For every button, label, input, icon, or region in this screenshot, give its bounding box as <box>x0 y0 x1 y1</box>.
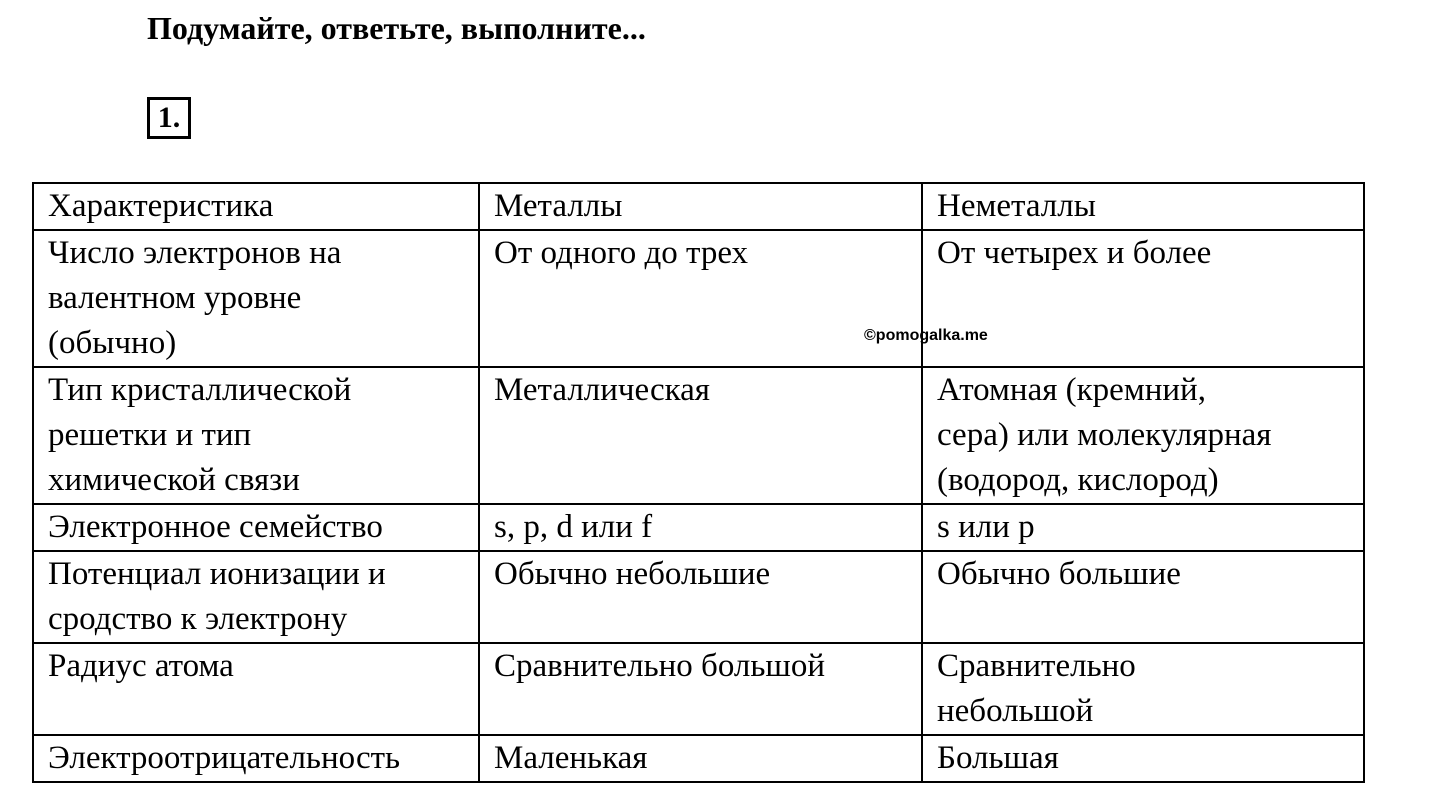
table-cell <box>33 367 479 504</box>
cell-text: Число электронов на валентном уровне (обычно) <box>48 235 342 361</box>
table-cell <box>479 551 922 643</box>
table-cell <box>922 367 1364 504</box>
cell-text: Тип кристаллической решетки и тип химической связи <box>48 372 352 498</box>
cell-text: От одного до трех <box>494 235 749 271</box>
page-heading: Подумайте, ответьте, выполните... <box>147 10 646 46</box>
table-cell <box>922 643 1364 735</box>
cell-text: s или p <box>937 509 1035 545</box>
cell-text: Большая <box>937 740 1059 776</box>
cell-text: Сравнительно большой <box>494 648 825 684</box>
table-cell <box>479 367 922 504</box>
header-metals: Металлы <box>494 188 623 224</box>
table-cell <box>922 230 1364 367</box>
table-header-row <box>33 183 1364 230</box>
cell-text: От четырех и более <box>937 235 1212 271</box>
cell-text: Металлическая <box>494 372 710 408</box>
header-cell <box>479 183 922 230</box>
table-cell <box>922 735 1364 782</box>
cell-text: Электронное семейство <box>48 509 383 545</box>
task-number-box: 1. <box>147 97 191 139</box>
header-nonmetals: Неметаллы <box>937 188 1096 224</box>
table-cell <box>33 643 479 735</box>
cell-text: Сравнительно небольшой <box>937 648 1136 729</box>
header-cell <box>922 183 1364 230</box>
cell-text: s, p, d или f <box>494 509 653 545</box>
cell-text: Обычно большие <box>937 556 1181 592</box>
cell-text: Потенциал ионизации и сродство к электрону <box>48 556 386 637</box>
table-cell <box>922 551 1364 643</box>
table-row <box>33 504 1364 551</box>
cell-text: Маленькая <box>494 740 648 776</box>
table-cell <box>33 504 479 551</box>
table-row <box>33 367 1364 504</box>
table-cell <box>479 230 922 367</box>
cell-text: Атомная (кремний, сера) или молекулярная (водород, кислород) <box>937 372 1272 498</box>
table-row <box>33 230 1364 367</box>
cell-text: Обычно небольшие <box>494 556 771 592</box>
table-cell <box>922 504 1364 551</box>
table-cell <box>33 230 479 367</box>
header-characteristic: Характеристика <box>48 188 274 224</box>
watermark-text: ©pomogalka.me <box>864 327 988 344</box>
table-cell <box>33 735 479 782</box>
table-cell <box>479 643 922 735</box>
comparison-table <box>32 182 1365 783</box>
cell-text: Электроотрицательность <box>48 740 401 776</box>
header-cell <box>33 183 479 230</box>
table-cell <box>479 735 922 782</box>
table-cell <box>479 504 922 551</box>
table-row <box>33 643 1364 735</box>
cell-text: Радиус атома <box>48 648 234 684</box>
table-row <box>33 735 1364 782</box>
table-row <box>33 551 1364 643</box>
table-cell <box>33 551 479 643</box>
